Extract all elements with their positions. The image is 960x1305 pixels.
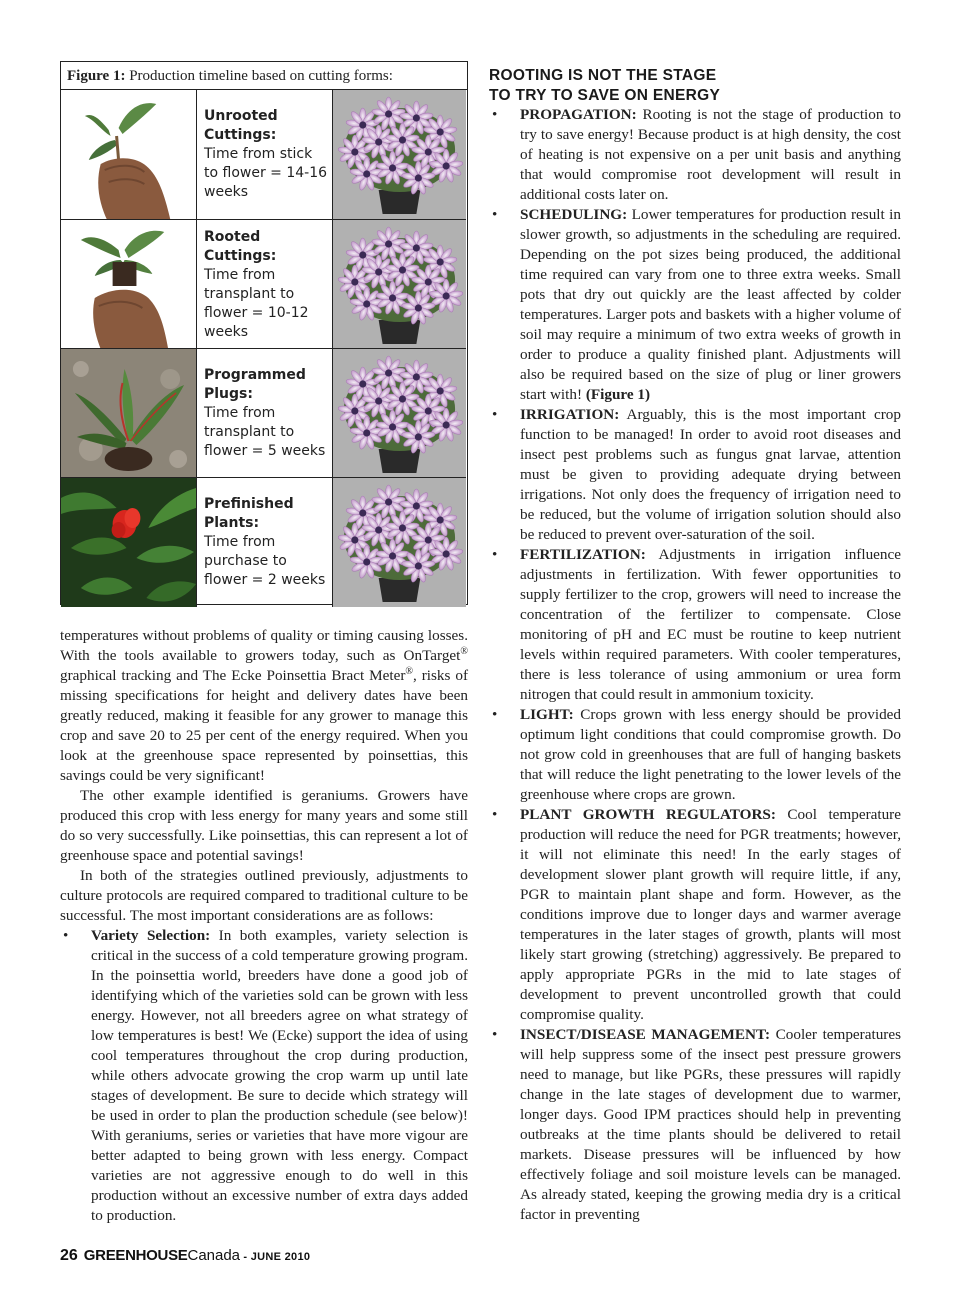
bullet-list bbox=[60, 926, 468, 1226]
flowering-plant-photo bbox=[332, 90, 466, 219]
page-number: 26 bbox=[60, 1247, 78, 1264]
bullet-label: PROPAGATION: bbox=[520, 106, 637, 123]
figure-row-prefinished bbox=[61, 477, 466, 607]
figure-row-body: Time from purchase to flower = 2 weeks bbox=[204, 534, 326, 588]
right-column bbox=[489, 66, 901, 1225]
figure-row-text bbox=[204, 220, 332, 349]
list-item bbox=[60, 926, 468, 1226]
figure-row-body: Time from stick to flower = 14-16 weeks bbox=[204, 146, 328, 200]
bullet-label: FERTILIZATION: bbox=[520, 546, 646, 563]
list-item bbox=[489, 405, 901, 545]
rooted-cutting-photo bbox=[61, 220, 197, 349]
figure-row-body: Time from transplant to flower = 10-12 weeks bbox=[204, 266, 309, 340]
bullet-text: Adjustments in irrigation influence adjustments in fertilization. With fewer opportunities to supply fertilizer to the crop, growers will need to increase the concentration of the fertilizer to compensate. Close monitoring of pH and EC must be routine to keep nutrient levels within required parameters. With cooler temperatures, there is less tolerance of using ammonium or urea form nitrogen that could result in ammonium toxicity. bbox=[520, 546, 901, 703]
bullet-text: Arguably, this is the most important crop function to be managed! In order to avoid root diseases and insect pest problems such as fungus gnat larvae, attention must be given to providing adequate drying between irrigations. Not only does the frequency of irrigation need to be reduced, but the volume of irrigation solution should also be reduced to prevent over-saturation of the soil. bbox=[520, 406, 901, 543]
figure-row-unrooted bbox=[61, 90, 466, 219]
paragraph: In both of the strategies outlined previously, adjustments to culture protocols are required compared to traditional culture to be successful. The most important considerations are as follows: bbox=[60, 867, 468, 924]
paragraph: The other example identified is geraniums. Growers have produced this crop with less energy for many years and some still do so very successfully. Like poinsettias, this can represent a lot of greenhouse space and potential savings! bbox=[60, 787, 468, 864]
figure-row-title: Rooted Cuttings: bbox=[204, 228, 277, 264]
bullet-text: In both examples, variety selection is critical in the success of a cold temperature growing program. In the poinsettia world, breeders have done a good job of identifying which of the varieties sold can be grown with less energy. However, not all breeders agree on what strategy of low temperatures is best! We (Ecke) support the idea of using cool temperatures throughout the crop during production, while others advocate growing the crop warm up until late stages of development. Be sure to decide which strategy will be used in order to plan the production schedule (see below)! With geraniums, series or varieties that have more vigour are better adapted to being grown with less energy. Compact varieties are not aggressive enough to do well in this production without an excessive number of extra days added to production. bbox=[91, 927, 468, 1224]
list-item bbox=[489, 705, 901, 805]
bullet-text: Crops grown with less energy should be provided optimum light conditions that could compromise growth. Do not grow cold in greenhouses that are full of hanging baskets that will reduce the light penetrating to the lower levels of the greenhouse where crops are grown. bbox=[520, 706, 901, 803]
flowering-plant-photo bbox=[332, 349, 466, 478]
figure-row-plugs bbox=[61, 348, 466, 478]
flowering-plant-photo bbox=[332, 478, 466, 607]
list-item bbox=[489, 105, 901, 205]
paragraph bbox=[60, 626, 468, 786]
bullet-text: Rooting is not the stage of production to try to save energy! Because product is at high density, the cost of heating is not expensive on a per unit basis and anything that would compromise root development will result in additional costs later on. bbox=[520, 106, 901, 203]
figure-reference: (Figure 1) bbox=[585, 386, 651, 403]
figure-row-title: Prefinished Plants: bbox=[204, 496, 294, 531]
figure-row-body: Time from transplant to flower = 5 weeks bbox=[204, 405, 326, 459]
figure-caption-label: Figure 1: bbox=[67, 68, 126, 84]
bullet-label: SCHEDULING: bbox=[520, 206, 628, 223]
prefinished-plant-photo bbox=[61, 478, 197, 607]
list-item bbox=[489, 205, 901, 405]
bullet-label: INSECT/DISEASE MANAGEMENT: bbox=[520, 1026, 771, 1043]
footer-separator: - bbox=[240, 1251, 251, 1263]
figure-row-text bbox=[204, 90, 332, 219]
programmed-plug-photo bbox=[61, 349, 197, 478]
flowering-plant-photo bbox=[332, 220, 466, 349]
figure-row-title: Programmed Plugs: bbox=[204, 367, 306, 402]
text-run: graphical tracking and The Ecke Poinsettia Bract Meter bbox=[60, 667, 406, 684]
bullet-text: Lower temperatures for production result in slower growth, so adjustments in the scheduling are required. Depending on the pot sizes being produced, the additional time required can vary from one to three extra weeks. Small pots that dry out quickly are the least affected by colder temperatures. Larger pots and baskets with a higher volume of soil may require a minimum of two extra weeks of growth in order to produce a quality finished plant. Adjustments will also be required based on the size of plug or liner growers start with! bbox=[520, 206, 901, 403]
text-run: , risks of missing specifications for height and delivery dates have been greatly reduced, making it feasible for any grower to manage this crop and save 20 to 25 per cent of the energy required. When you look at the greenhouse space represented by poinsettias, this savings could be very significant! bbox=[60, 667, 469, 784]
figure-row-rooted bbox=[61, 219, 466, 349]
unrooted-cutting-photo bbox=[61, 90, 197, 219]
publication-name-bold: GREENHOUSE bbox=[83, 1247, 188, 1264]
bullet-label: LIGHT: bbox=[520, 706, 574, 723]
bullet-list bbox=[489, 105, 901, 1225]
bullet-text: Cooler temperatures will help suppress some of the insect pest pressure growers need to manage, but like PGRs, these pressures will rapidly change in the late stages of development due to warmer, longer days. Good IPM practices should help in preventing outbreaks at the time plants should be delivered to retail markets. Disease pressures will be influenced by how effectively foliage and soil moisture levels can be managed. As already stated, keeping the growing media dry is a critical factor in preventing bbox=[520, 1026, 901, 1223]
bullet-text: Cool temperature production will reduce the need for PGR treatments; however, it will not eliminate this need! In the early stages of development slower plant growth will require little, if any, PGR to maintain plant shape and form. However, as the conditions improve due to longer days and warmer average temperatures in the later stages of growth, plants will most likely start growing (stretching) aggressively. Be prepared to apply appropriate PGRs in the mid to late stages of development to prevent uncontrolled growth that could compromise quality. bbox=[520, 806, 901, 1023]
figure-caption-text: Production timeline based on cutting forms: bbox=[125, 68, 393, 84]
bullet-label: Variety Selection: bbox=[91, 927, 211, 944]
registered-mark: ® bbox=[460, 645, 468, 657]
section-heading: ROOTING IS NOT THE STAGE TO TRY TO SAVE ON ENERGY bbox=[489, 67, 721, 104]
list-item bbox=[489, 1025, 901, 1225]
figure-caption bbox=[61, 62, 467, 90]
figure-row-text bbox=[204, 349, 332, 478]
figure-row-text bbox=[204, 478, 332, 607]
text-run: temperatures without problems of quality or timing causing losses. With the tools available to growers today, such as OnTarget bbox=[60, 627, 468, 664]
bullet-label: IRRIGATION: bbox=[520, 406, 620, 423]
registered-mark: ® bbox=[405, 665, 414, 677]
page-footer bbox=[60, 1245, 310, 1267]
list-item bbox=[489, 545, 901, 705]
publication-name-light: Canada bbox=[187, 1247, 241, 1264]
figure-row-title: Unrooted Cuttings: bbox=[204, 108, 278, 143]
figure-production-timeline bbox=[60, 61, 468, 605]
bullet-label: PLANT GROWTH REGULATORS: bbox=[520, 806, 776, 823]
left-column bbox=[60, 626, 468, 1226]
list-item bbox=[489, 805, 901, 1025]
issue-date: JUNE 2010 bbox=[250, 1251, 311, 1263]
